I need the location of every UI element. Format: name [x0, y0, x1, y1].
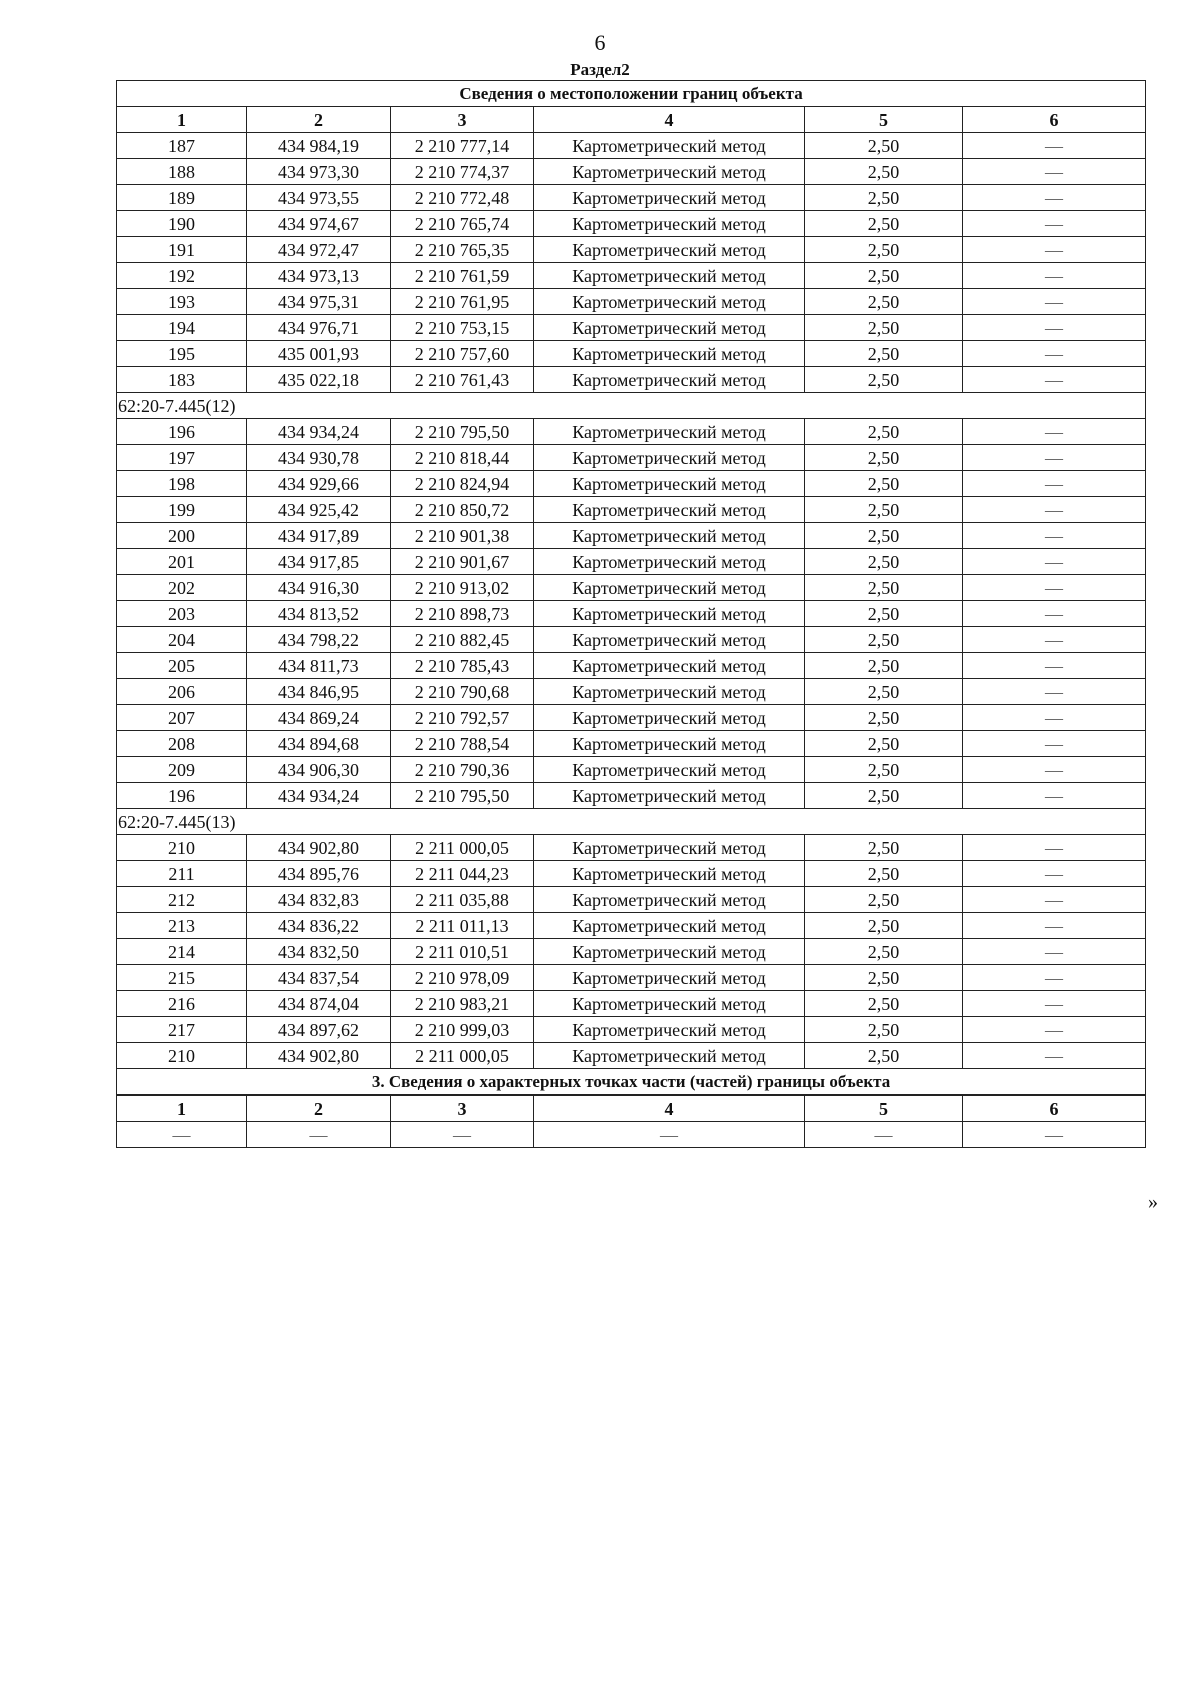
table-cell-col-6: —	[963, 315, 1146, 341]
table-cell-col-6: —	[963, 887, 1146, 913]
table-cell-col-3: 2 210 757,60	[391, 341, 534, 367]
table-row	[117, 965, 1146, 991]
table-row	[117, 835, 1146, 861]
table-cell-col-2: 434 902,80	[247, 835, 391, 861]
table-cell-col-6: —	[963, 133, 1146, 159]
group-label-row	[117, 809, 1146, 835]
table-cell-col-2: 434 917,89	[247, 523, 391, 549]
table2-column-header-6: 6	[963, 1095, 1146, 1122]
table-row	[117, 159, 1146, 185]
table-cell-col-1: 203	[117, 601, 247, 627]
table-cell-col-1: 216	[117, 991, 247, 1017]
table-cell-col-6: —	[963, 497, 1146, 523]
table-cell-col-2: 434 836,22	[247, 913, 391, 939]
table-cell-col-4: Картометрический метод	[534, 731, 805, 757]
table-cell-col-4: Картометрический метод	[534, 497, 805, 523]
table-cell-col-4: Картометрический метод	[534, 861, 805, 887]
table-cell-col-4: Картометрический метод	[534, 627, 805, 653]
table-cell-col-4: Картометрический метод	[534, 1043, 805, 1069]
table-row	[117, 913, 1146, 939]
table-cell-col-6: —	[963, 1043, 1146, 1069]
table2-column-header-4: 4	[534, 1095, 805, 1122]
table-row	[117, 1043, 1146, 1069]
table-cell-col-3: 2 210 882,45	[391, 627, 534, 653]
table-cell-col-1: 183	[117, 367, 247, 393]
table-cell-col-2: 434 902,80	[247, 1043, 391, 1069]
table-cell-col-5: 2,50	[805, 289, 963, 315]
table-cell-col-5: 2,50	[805, 731, 963, 757]
table-cell-col-3: 2 210 792,57	[391, 705, 534, 731]
table-cell-col-3: 2 211 000,05	[391, 1043, 534, 1069]
table-cell-col-5: 2,50	[805, 575, 963, 601]
table-cell-col-4: Картометрический метод	[534, 159, 805, 185]
table-cell-col-1: 206	[117, 679, 247, 705]
group-label-row	[117, 393, 1146, 419]
table-cell-col-1: 214	[117, 939, 247, 965]
table-cell-col-4: Картометрический метод	[534, 757, 805, 783]
table-cell-col-6: —	[963, 237, 1146, 263]
table-cell-col-4: Картометрический метод	[534, 419, 805, 445]
table-cell-col-3: 2 210 818,44	[391, 445, 534, 471]
table-cell-col-2: 434 972,47	[247, 237, 391, 263]
table-cell-col-4: Картометрический метод	[534, 913, 805, 939]
table-cell-col-4: Картометрический метод	[534, 185, 805, 211]
table-row	[117, 549, 1146, 575]
table-cell-col-3: 2 210 790,36	[391, 757, 534, 783]
table-cell-col-4: Картометрический метод	[534, 679, 805, 705]
table-cell-col-6: —	[963, 575, 1146, 601]
table-row	[117, 679, 1146, 705]
table-cell-col-2: 434 934,24	[247, 783, 391, 809]
table-cell-col-2: 434 832,50	[247, 939, 391, 965]
section-title: Раздел2	[570, 60, 630, 79]
table-cell-col-6: —	[963, 627, 1146, 653]
table-cell-col-4: Картометрический метод	[534, 575, 805, 601]
table-cell-col-6: —	[963, 991, 1146, 1017]
column-header-6: 6	[963, 107, 1146, 133]
table-cell-col-2: 434 973,55	[247, 185, 391, 211]
table-cell-col-5: 2,50	[805, 263, 963, 289]
table2-cell-col-1: —	[117, 1122, 247, 1148]
table-cell-col-6: —	[963, 549, 1146, 575]
column-header-3: 3	[391, 107, 534, 133]
table-cell-col-2: 434 846,95	[247, 679, 391, 705]
table-cell-col-1: 210	[117, 1043, 247, 1069]
table-cell-col-4: Картометрический метод	[534, 965, 805, 991]
table-row	[117, 939, 1146, 965]
table-cell-col-6: —	[963, 861, 1146, 887]
table-cell-col-4: Картометрический метод	[534, 263, 805, 289]
table-cell-col-5: 2,50	[805, 601, 963, 627]
table-cell-col-1: 194	[117, 315, 247, 341]
table-cell-col-3: 2 210 978,09	[391, 965, 534, 991]
table-cell-col-1: 188	[117, 159, 247, 185]
table-cell-col-1: 202	[117, 575, 247, 601]
table-cell-col-2: 434 874,04	[247, 991, 391, 1017]
table-cell-col-6: —	[963, 341, 1146, 367]
table-cell-col-5: 2,50	[805, 419, 963, 445]
table-cell-col-2: 434 811,73	[247, 653, 391, 679]
table-cell-col-1: 190	[117, 211, 247, 237]
table-cell-col-3: 2 210 983,21	[391, 991, 534, 1017]
table-cell-col-1: 196	[117, 419, 247, 445]
table-cell-col-5: 2,50	[805, 965, 963, 991]
table-row	[117, 341, 1146, 367]
table-cell-col-6: —	[963, 939, 1146, 965]
table-cell-col-4: Картометрический метод	[534, 367, 805, 393]
table-cell-col-3: 2 211 044,23	[391, 861, 534, 887]
table-cell-col-6: —	[963, 1017, 1146, 1043]
table-row	[117, 289, 1146, 315]
table-cell-col-5: 2,50	[805, 237, 963, 263]
table-cell-col-4: Картометрический метод	[534, 887, 805, 913]
column-header-5: 5	[805, 107, 963, 133]
table-cell-col-5: 2,50	[805, 861, 963, 887]
table-cell-col-4: Картометрический метод	[534, 523, 805, 549]
table-row	[117, 601, 1146, 627]
table-cell-col-1: 192	[117, 263, 247, 289]
table-cell-col-5: 2,50	[805, 315, 963, 341]
table-cell-col-5: 2,50	[805, 757, 963, 783]
table-cell-col-3: 2 211 035,88	[391, 887, 534, 913]
table-cell-col-6: —	[963, 705, 1146, 731]
table-cell-col-3: 2 210 898,73	[391, 601, 534, 627]
table-cell-col-1: 209	[117, 757, 247, 783]
table-row	[117, 497, 1146, 523]
table-cell-col-5: 2,50	[805, 211, 963, 237]
column-header-1: 1	[117, 107, 247, 133]
table-cell-col-3: 2 210 790,68	[391, 679, 534, 705]
table-cell-col-5: 2,50	[805, 705, 963, 731]
table-cell-col-6: —	[963, 471, 1146, 497]
table-cell-col-6: —	[963, 185, 1146, 211]
table-row	[117, 627, 1146, 653]
table-cell-col-1: 201	[117, 549, 247, 575]
table-cell-col-1: 189	[117, 185, 247, 211]
table-cell-col-5: 2,50	[805, 991, 963, 1017]
table-cell-col-3: 2 210 824,94	[391, 471, 534, 497]
table-cell-col-3: 2 210 765,35	[391, 237, 534, 263]
table-cell-col-3: 2 210 795,50	[391, 419, 534, 445]
table-cell-col-3: 2 210 901,67	[391, 549, 534, 575]
table-cell-col-1: 191	[117, 237, 247, 263]
table-row	[117, 133, 1146, 159]
table-cell-col-6: —	[963, 783, 1146, 809]
table2-cell-col-4: —	[534, 1122, 805, 1148]
table-cell-col-4: Картометрический метод	[534, 315, 805, 341]
table-cell-col-5: 2,50	[805, 627, 963, 653]
table-cell-col-5: 2,50	[805, 939, 963, 965]
group-label: 62:20-7.445(12)	[117, 393, 1146, 419]
table-cell-col-6: —	[963, 367, 1146, 393]
table-cell-col-5: 2,50	[805, 159, 963, 185]
table-row	[117, 705, 1146, 731]
table-cell-col-2: 434 869,24	[247, 705, 391, 731]
table-cell-col-5: 2,50	[805, 835, 963, 861]
table-cell-col-1: 199	[117, 497, 247, 523]
table-cell-col-2: 434 973,13	[247, 263, 391, 289]
table-cell-col-6: —	[963, 263, 1146, 289]
table-cell-col-2: 434 894,68	[247, 731, 391, 757]
table-cell-col-2: 434 917,85	[247, 549, 391, 575]
table-cell-col-5: 2,50	[805, 185, 963, 211]
column-header-row	[117, 107, 1146, 133]
table-cell-col-5: 2,50	[805, 549, 963, 575]
table-row	[117, 315, 1146, 341]
table-cell-col-5: 2,50	[805, 913, 963, 939]
table-cell-col-3: 2 210 999,03	[391, 1017, 534, 1043]
table-cell-col-6: —	[963, 419, 1146, 445]
column-header-4: 4	[534, 107, 805, 133]
table-row	[117, 445, 1146, 471]
table2-cell-col-2: —	[247, 1122, 391, 1148]
table-row	[117, 263, 1146, 289]
table-cell-col-6: —	[963, 523, 1146, 549]
table-cell-col-1: 193	[117, 289, 247, 315]
table-cell-col-1: 211	[117, 861, 247, 887]
table-cell-col-5: 2,50	[805, 497, 963, 523]
closing-quote-mark: »	[1148, 1191, 1158, 1213]
table-cell-col-1: 195	[117, 341, 247, 367]
table-row	[117, 575, 1146, 601]
table-row	[117, 419, 1146, 445]
table-cell-col-2: 435 001,93	[247, 341, 391, 367]
table-cell-col-2: 434 930,78	[247, 445, 391, 471]
table-cell-col-5: 2,50	[805, 471, 963, 497]
table-cell-col-4: Картометрический метод	[534, 289, 805, 315]
table-cell-col-4: Картометрический метод	[534, 549, 805, 575]
table-cell-col-6: —	[963, 653, 1146, 679]
table-cell-col-2: 434 974,67	[247, 211, 391, 237]
boundary-table	[116, 80, 1146, 1148]
table-cell-col-2: 434 897,62	[247, 1017, 391, 1043]
table-cell-col-5: 2,50	[805, 679, 963, 705]
table2-heading: 3. Сведения о характерных точках части (частей) границы объекта	[117, 1069, 1146, 1096]
table-cell-col-4: Картометрический метод	[534, 783, 805, 809]
table-cell-col-4: Картометрический метод	[534, 705, 805, 731]
table-cell-col-5: 2,50	[805, 653, 963, 679]
table-cell-col-6: —	[963, 211, 1146, 237]
table-cell-col-3: 2 210 765,74	[391, 211, 534, 237]
table-cell-col-5: 2,50	[805, 367, 963, 393]
table-cell-col-1: 197	[117, 445, 247, 471]
table-cell-col-3: 2 210 772,48	[391, 185, 534, 211]
table-cell-col-4: Картометрический метод	[534, 939, 805, 965]
table-cell-col-5: 2,50	[805, 523, 963, 549]
table-cell-col-4: Картометрический метод	[534, 835, 805, 861]
table-cell-col-2: 434 837,54	[247, 965, 391, 991]
table-cell-col-3: 2 210 913,02	[391, 575, 534, 601]
table-row	[117, 783, 1146, 809]
table2-column-header-row	[117, 1095, 1146, 1122]
table-cell-col-2: 434 813,52	[247, 601, 391, 627]
table-cell-col-5: 2,50	[805, 783, 963, 809]
table-cell-col-3: 2 210 761,95	[391, 289, 534, 315]
table-cell-col-2: 434 832,83	[247, 887, 391, 913]
table-cell-col-6: —	[963, 679, 1146, 705]
table2-heading-row	[117, 1069, 1146, 1096]
table-cell-col-4: Картометрический метод	[534, 237, 805, 263]
group-label: 62:20-7.445(13)	[117, 809, 1146, 835]
table-cell-col-6: —	[963, 601, 1146, 627]
table-cell-col-3: 2 210 761,59	[391, 263, 534, 289]
table-cell-col-6: —	[963, 965, 1146, 991]
table-cell-col-1: 196	[117, 783, 247, 809]
table-cell-col-3: 2 210 777,14	[391, 133, 534, 159]
table-cell-col-2: 434 906,30	[247, 757, 391, 783]
table-cell-col-6: —	[963, 835, 1146, 861]
table-heading-row	[117, 81, 1146, 107]
table2-column-header-2: 2	[247, 1095, 391, 1122]
table2-column-header-3: 3	[391, 1095, 534, 1122]
table-cell-col-5: 2,50	[805, 887, 963, 913]
table-cell-col-2: 435 022,18	[247, 367, 391, 393]
table-cell-col-3: 2 210 753,15	[391, 315, 534, 341]
table-cell-col-2: 434 895,76	[247, 861, 391, 887]
table-cell-col-1: 213	[117, 913, 247, 939]
table-cell-col-1: 187	[117, 133, 247, 159]
table-cell-col-4: Картометрический метод	[534, 601, 805, 627]
table2-column-header-1: 1	[117, 1095, 247, 1122]
table-cell-col-1: 198	[117, 471, 247, 497]
table-cell-col-6: —	[963, 159, 1146, 185]
table-cell-col-4: Картометрический метод	[534, 211, 805, 237]
table-cell-col-2: 434 975,31	[247, 289, 391, 315]
table-cell-col-1: 212	[117, 887, 247, 913]
table-row	[117, 211, 1146, 237]
table-cell-col-2: 434 976,71	[247, 315, 391, 341]
table-cell-col-6: —	[963, 445, 1146, 471]
table-cell-col-5: 2,50	[805, 445, 963, 471]
table-cell-col-3: 2 210 761,43	[391, 367, 534, 393]
table-row	[117, 471, 1146, 497]
table-cell-col-4: Картометрический метод	[534, 471, 805, 497]
table-row	[117, 861, 1146, 887]
table-cell-col-1: 207	[117, 705, 247, 731]
table-cell-col-4: Картометрический метод	[534, 1017, 805, 1043]
table-cell-col-6: —	[963, 289, 1146, 315]
table-cell-col-6: —	[963, 757, 1146, 783]
table2-row	[117, 1122, 1146, 1148]
table-row	[117, 991, 1146, 1017]
table-cell-col-3: 2 210 785,43	[391, 653, 534, 679]
table-heading: Сведения о местоположении границ объекта	[117, 81, 1146, 107]
table-cell-col-2: 434 929,66	[247, 471, 391, 497]
table-row	[117, 1017, 1146, 1043]
table-cell-col-3: 2 210 850,72	[391, 497, 534, 523]
table-cell-col-4: Картометрический метод	[534, 991, 805, 1017]
table-cell-col-5: 2,50	[805, 133, 963, 159]
table-cell-col-2: 434 984,19	[247, 133, 391, 159]
table-row	[117, 757, 1146, 783]
table-cell-col-1: 210	[117, 835, 247, 861]
table-cell-col-2: 434 934,24	[247, 419, 391, 445]
table-cell-col-1: 200	[117, 523, 247, 549]
table-cell-col-2: 434 925,42	[247, 497, 391, 523]
table2-cell-col-6: —	[963, 1122, 1146, 1148]
table-cell-col-3: 2 210 788,54	[391, 731, 534, 757]
page-number: 6	[594, 30, 606, 55]
table2-column-header-5: 5	[805, 1095, 963, 1122]
boundary-table-body	[117, 81, 1146, 1148]
table-cell-col-1: 217	[117, 1017, 247, 1043]
table-cell-col-4: Картометрический метод	[534, 653, 805, 679]
table2-cell-col-3: —	[391, 1122, 534, 1148]
table-cell-col-3: 2 211 011,13	[391, 913, 534, 939]
table-cell-col-1: 204	[117, 627, 247, 653]
table-cell-col-3: 2 211 010,51	[391, 939, 534, 965]
table-cell-col-6: —	[963, 913, 1146, 939]
table-cell-col-1: 205	[117, 653, 247, 679]
table-cell-col-5: 2,50	[805, 341, 963, 367]
table-cell-col-1: 208	[117, 731, 247, 757]
table-row	[117, 887, 1146, 913]
table-cell-col-4: Картометрический метод	[534, 445, 805, 471]
table-cell-col-5: 2,50	[805, 1017, 963, 1043]
table-cell-col-2: 434 973,30	[247, 159, 391, 185]
table-cell-col-1: 215	[117, 965, 247, 991]
table-cell-col-3: 2 210 795,50	[391, 783, 534, 809]
table-cell-col-6: —	[963, 731, 1146, 757]
table-row	[117, 653, 1146, 679]
table-cell-col-2: 434 916,30	[247, 575, 391, 601]
table-row	[117, 731, 1146, 757]
table-cell-col-3: 2 210 901,38	[391, 523, 534, 549]
table-cell-col-4: Картометрический метод	[534, 133, 805, 159]
column-header-2: 2	[247, 107, 391, 133]
table-cell-col-4: Картометрический метод	[534, 341, 805, 367]
table-row	[117, 523, 1146, 549]
table-cell-col-3: 2 211 000,05	[391, 835, 534, 861]
table-cell-col-3: 2 210 774,37	[391, 159, 534, 185]
table2-cell-col-5: —	[805, 1122, 963, 1148]
table-row	[117, 237, 1146, 263]
table-row	[117, 367, 1146, 393]
table-cell-col-2: 434 798,22	[247, 627, 391, 653]
table-row	[117, 185, 1146, 211]
table-cell-col-5: 2,50	[805, 1043, 963, 1069]
